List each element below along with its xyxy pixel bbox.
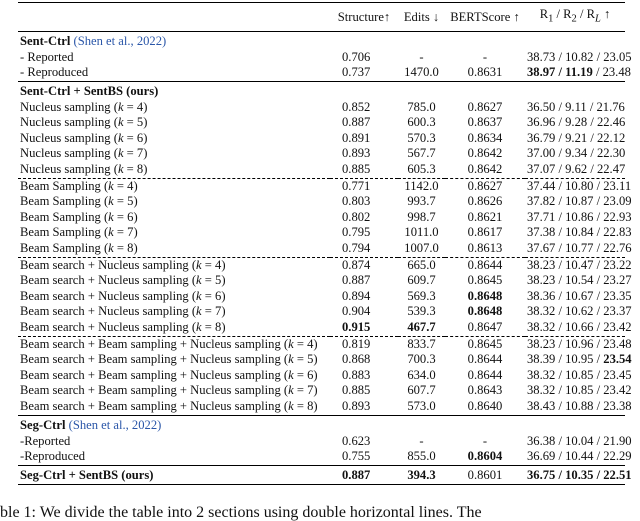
cell-bert: 0.8631 — [467, 65, 503, 80]
cell-structure: 0.802 — [342, 209, 371, 224]
cell-rouge: 38.23 / 10.47 / 23.22 — [527, 257, 632, 272]
rouge-rl: / 23.48 — [595, 65, 631, 80]
cell-structure: 0.894 — [342, 288, 371, 303]
header-rouge: $R_1 / R_2 / R_L$ ↑ — [525, 3, 625, 32]
row-label: Nucleus sampling (k = 8) — [20, 162, 148, 177]
cell-structure: 0.904 — [342, 304, 371, 319]
section-title: Sent-Ctrl + SentBS (ours) — [18, 81, 625, 100]
row-label: Beam search + Beam sampling + Nucleus sampling (k = 6) — [20, 367, 318, 382]
math-k: k — [196, 273, 202, 288]
math-k: k — [108, 178, 114, 193]
cell-rouge: 38.32 / 10.66 / 23.42 — [527, 320, 632, 335]
cell-structure: 0.771 — [330, 178, 398, 194]
cell-bert: 0.8643 — [467, 383, 503, 398]
table-row — [18, 115, 625, 131]
results-table — [18, 2, 632, 485]
cell-edits: 567.7 — [407, 146, 436, 161]
cell-bert: 0.8613 — [467, 241, 503, 256]
cell-structure: 0.706 — [342, 49, 371, 64]
cell-structure: 0.737 — [342, 65, 371, 80]
cell-edits: 600.3 — [407, 115, 436, 130]
cell-rouge: 38.73 / 10.82 / 23.05 — [527, 49, 632, 64]
cell-bert: - — [482, 433, 488, 448]
math-k: k — [288, 383, 294, 398]
rouge-rl-bold: 23.54 — [603, 352, 632, 367]
cell-structure: 0.755 — [342, 449, 371, 464]
table-row — [18, 241, 625, 257]
cell-structure: 0.885 — [342, 383, 371, 398]
table-row — [18, 368, 625, 384]
cell-rouge: 37.71 / 10.86 / 22.93 — [527, 209, 632, 224]
table-row — [18, 131, 625, 147]
cell-structure: 0.623 — [342, 433, 371, 448]
cell-bert: 0.8627 — [467, 99, 503, 114]
math-k: k — [108, 209, 114, 224]
table-row — [18, 320, 625, 336]
cell-bert: 0.8648 — [467, 288, 503, 303]
table-row — [18, 289, 625, 305]
cell-structure: 0.893 — [342, 398, 371, 413]
cell-structure: 0.868 — [342, 352, 371, 367]
cell-edits: 609.7 — [407, 273, 436, 288]
final-row — [18, 465, 625, 484]
math-k: k — [117, 130, 124, 145]
cell-rouge: 36.96 / 9.28 / 22.46 — [527, 115, 626, 130]
cell-bert: 0.8645 — [445, 336, 525, 352]
cell-structure: 0.819 — [330, 336, 398, 352]
cell-edits: 1011.0 — [404, 225, 439, 240]
cell-rouge: 38.36 / 10.67 / 23.35 — [527, 288, 632, 303]
cell-bert: 0.8647 — [467, 320, 503, 335]
cell-bert: 0.8601 — [445, 465, 525, 484]
cell-edits: 570.3 — [407, 130, 436, 145]
row-label: Beam Sampling (k = 6) — [20, 209, 138, 224]
math-k: k — [108, 241, 114, 256]
math-k: k — [108, 225, 114, 240]
cell-structure: 0.887 — [342, 115, 371, 130]
section-title: Seg-Ctrl — [20, 417, 66, 432]
table-row — [18, 352, 625, 368]
math-k: k — [117, 162, 124, 177]
table-row — [18, 194, 625, 210]
table-row — [18, 50, 625, 66]
cell-structure: 0.794 — [342, 241, 371, 256]
math-k: k — [288, 398, 294, 413]
table-row — [18, 383, 625, 399]
header-empty — [18, 3, 330, 32]
cell-edits: 998.7 — [407, 209, 436, 224]
row-label: Beam search + Nucleus sampling (k = 8) — [20, 320, 226, 335]
cell-edits: 634.0 — [407, 367, 436, 382]
cell-rouge: 38.23 / 10.54 / 23.27 — [527, 273, 632, 288]
cell-edits: 573.0 — [407, 398, 436, 413]
cell-edits: 394.3 — [398, 465, 445, 484]
table-row — [18, 257, 625, 273]
cell-edits: 605.3 — [407, 162, 436, 177]
cell-rouge: 36.79 / 9.21 / 22.12 — [527, 130, 626, 145]
cell-structure: 0.885 — [342, 162, 371, 177]
cell-structure: 0.874 — [330, 257, 398, 273]
cell-bert: 0.8644 — [445, 257, 525, 273]
cell-rouge: 36.75 / 10.35 / 22.51 — [525, 465, 625, 484]
table-caption: ble 1: We divide the table into 2 sections using double horizontal lines. The — [0, 505, 482, 521]
cell-rouge: 37.07 / 9.62 / 22.47 — [527, 162, 626, 177]
cell-structure: 0.915 — [342, 320, 371, 335]
cell-bert: 0.8645 — [467, 273, 503, 288]
cell-structure: 0.887 — [342, 273, 371, 288]
cell-structure: 0.852 — [342, 99, 371, 114]
row-label: Nucleus sampling (k = 5) — [20, 115, 148, 130]
cell-bert: 0.8617 — [467, 225, 503, 240]
cell-edits: 569.3 — [407, 288, 436, 303]
row-label: Beam Sampling (k = 5) — [20, 194, 138, 209]
math-k: k — [196, 304, 202, 319]
cell-bert: 0.8627 — [445, 178, 525, 194]
table-row — [18, 162, 625, 178]
math-k: k — [288, 352, 294, 367]
table-row — [18, 449, 625, 465]
cell-rouge — [525, 65, 631, 81]
table-row — [18, 434, 625, 450]
row-label: Beam search + Beam sampling + Nucleus sampling (k = 8) — [20, 398, 318, 413]
cell-edits: 700.3 — [407, 352, 436, 367]
cell-edits: 855.0 — [407, 449, 436, 464]
cell-bert: 0.8644 — [467, 367, 503, 382]
section-header-sentbs — [18, 81, 625, 100]
cell-bert: 0.8642 — [467, 162, 503, 177]
row-label: Beam search + Nucleus sampling (k = 4) — [18, 257, 330, 273]
table-row — [18, 399, 625, 415]
table-row — [18, 100, 625, 116]
cell-structure: 0.887 — [330, 465, 398, 484]
cell-bert: 0.8640 — [467, 398, 503, 413]
header-structure: Structure↑ — [330, 3, 398, 32]
citation-link[interactable]: (Shen et al., 2022) — [73, 33, 167, 48]
math-k: k — [108, 194, 114, 209]
cell-rouge: 37.38 / 10.84 / 22.83 — [527, 225, 632, 240]
table-row — [18, 178, 625, 194]
row-label: Beam Sampling (k = 8) — [20, 241, 138, 256]
row-label: - Reported — [20, 49, 74, 64]
section-header-seg-ctrl — [18, 415, 625, 434]
row-label: Beam Sampling (k = 7) — [20, 225, 138, 240]
cell-rouge: 36.50 / 9.11 / 21.76 — [527, 99, 625, 114]
cell-edits: 993.7 — [407, 194, 436, 209]
cell-edits: - — [419, 433, 424, 448]
math-k: k — [196, 257, 202, 272]
cell-edits: 1142.0 — [398, 178, 445, 194]
math-k: k — [288, 336, 294, 351]
cell-bert: 0.8626 — [467, 194, 503, 209]
cell-edits: 1470.0 — [404, 65, 439, 80]
row-label: Beam search + Nucleus sampling (k = 6) — [20, 288, 226, 303]
cell-rouge: 37.00 / 9.34 / 22.30 — [527, 146, 626, 161]
row-label: Seg-Ctrl + SentBS (ours) — [18, 465, 330, 484]
rouge-r1-r2-bold: 38.97 / 11.19 — [527, 65, 593, 80]
math-k: k — [117, 146, 124, 161]
row-label: - Reproduced — [20, 65, 89, 80]
row-label: Beam Sampling (k = 4) — [18, 178, 330, 194]
cell-edits: 1007.0 — [404, 241, 439, 256]
table-row — [18, 225, 625, 241]
row-label: Beam search + Nucleus sampling (k = 5) — [20, 273, 226, 288]
cell-edits: 833.7 — [398, 336, 445, 352]
table-row — [18, 336, 625, 352]
cell-structure: 0.883 — [342, 367, 371, 382]
row-label: Nucleus sampling (k = 4) — [20, 99, 148, 114]
table-row — [18, 273, 625, 289]
cell-bert: 0.8621 — [467, 209, 503, 224]
table-row — [18, 210, 625, 226]
math-k: k — [288, 367, 294, 382]
cell-bert: 0.8648 — [467, 304, 503, 319]
cell-rouge: 37.82 / 10.87 / 23.09 — [527, 194, 632, 209]
header-edits: Edits ↓ — [398, 3, 445, 32]
cell-rouge: 38.32 / 10.62 / 23.37 — [527, 304, 632, 319]
cell-bert: 0.8642 — [467, 146, 503, 161]
cell-rouge: 38.32 / 10.85 / 23.45 — [527, 367, 632, 382]
math-k: k — [196, 288, 202, 303]
rouge-r1-r2: 38.39 / 10.95 / — [527, 352, 604, 367]
table-row — [18, 304, 625, 320]
cell-edits: 607.7 — [407, 383, 436, 398]
section-header-sent-ctrl — [18, 31, 625, 50]
cell-bert: 0.8637 — [467, 115, 503, 130]
cell-structure: 0.893 — [342, 146, 371, 161]
row-label: Nucleus sampling (k = 6) — [20, 130, 148, 145]
cell-rouge: 36.38 / 10.04 / 21.90 — [527, 433, 632, 448]
cell-rouge: 36.69 / 10.44 / 22.29 — [527, 449, 632, 464]
cell-rouge: 38.32 / 10.85 / 23.42 — [527, 383, 632, 398]
math-k: k — [117, 115, 124, 130]
cell-edits: 785.0 — [407, 99, 436, 114]
table-row — [18, 65, 625, 81]
cell-rouge: 37.67 / 10.77 / 22.76 — [527, 241, 632, 256]
section-title: Sent-Ctrl — [20, 33, 71, 48]
cell-rouge — [525, 352, 632, 368]
row-label: Beam search + Nucleus sampling (k = 7) — [20, 304, 226, 319]
math-k: k — [196, 320, 202, 335]
cell-bert: 0.8634 — [467, 130, 503, 145]
row-label: Beam search + Beam sampling + Nucleus sampling (k = 7) — [20, 383, 318, 398]
row-label: -Reproduced — [20, 449, 86, 464]
cell-rouge: 38.23 / 10.96 / 23.48 — [527, 336, 632, 351]
cell-edits: - — [419, 49, 424, 64]
row-label: Beam search + Beam sampling + Nucleus sampling (k = 4) — [18, 336, 330, 352]
cell-structure: 0.803 — [342, 194, 371, 209]
cell-edits: 467.7 — [407, 320, 436, 335]
row-label: -Reported — [20, 433, 71, 448]
header-bertscore: BERTScore ↑ — [445, 3, 525, 32]
cell-structure: 0.891 — [342, 130, 371, 145]
table-row — [18, 146, 625, 162]
math-k: k — [117, 99, 124, 114]
row-label: Beam search + Beam sampling + Nucleus sampling (k = 5) — [20, 352, 318, 367]
header-row — [18, 3, 625, 32]
cell-bert: 0.8644 — [467, 352, 503, 367]
citation-link[interactable]: (Shen et al., 2022) — [68, 417, 162, 432]
cell-edits: 665.0 — [398, 257, 445, 273]
cell-bert: 0.8604 — [467, 449, 503, 464]
row-label: Nucleus sampling (k = 7) — [20, 146, 148, 161]
cell-rouge: 38.43 / 10.88 / 23.38 — [527, 398, 632, 413]
cell-rouge: 37.44 / 10.80 / 23.11 — [527, 178, 632, 193]
cell-structure: 0.795 — [342, 225, 371, 240]
cell-edits: 539.3 — [407, 304, 436, 319]
cell-bert: - — [482, 49, 488, 64]
